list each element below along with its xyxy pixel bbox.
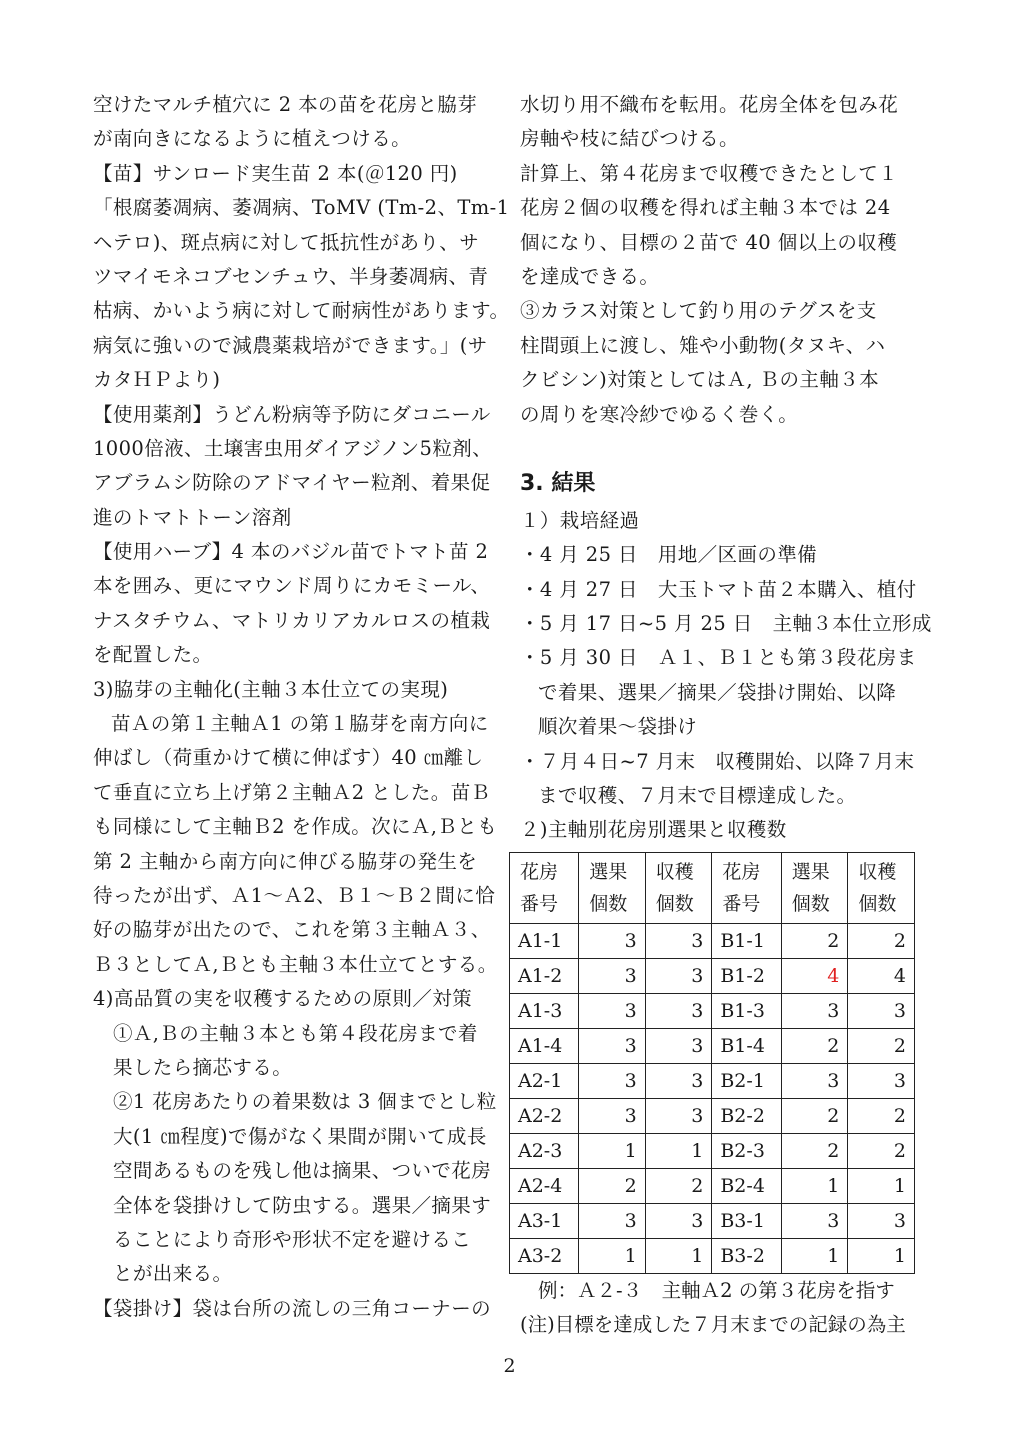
table-cell: A1-4 — [510, 1028, 579, 1063]
text-line: を配置した。 — [93, 643, 213, 667]
text-line: が南向きになるように植えつける。 — [93, 127, 412, 151]
text-line: 【使用ハーブ】4 本のバジル苗でトマト苗 2 — [93, 540, 489, 564]
text-line: 個になり、目標の２苗で 40 個以上の収穫 — [520, 230, 898, 254]
table-cell: 1 — [645, 1133, 712, 1168]
text-line: も同様にして主軸Ｂ2 を作成。次にＡ,Ｂとも — [93, 815, 498, 839]
table-cell: 3 — [781, 993, 848, 1028]
table-cell: 1 — [579, 1133, 646, 1168]
table-cell: 2 — [848, 1028, 915, 1063]
table-header-cell: 選果 個数 — [781, 852, 848, 923]
table-cell: B2-2 — [712, 1098, 781, 1133]
text-line: ・７月４日~7 月末 収穫開始、以降７月末 — [520, 749, 915, 773]
text-line: て垂直に立ち上げ第２主軸Ａ2 とした。苗Ｂ — [93, 780, 491, 804]
table-cell: 2 — [781, 1098, 848, 1133]
table-cell: A1-3 — [510, 993, 579, 1028]
table-cell: 1 — [848, 1168, 915, 1203]
text-line: ②1 花房あたりの着果数は 3 個までとし粒 — [113, 1090, 497, 1114]
table-cell: 3 — [645, 1203, 712, 1238]
table-row — [510, 1238, 915, 1273]
table-cell: 3 — [579, 958, 646, 993]
text-line: 果したら摘芯する。 — [113, 1055, 293, 1079]
text-line: ることにより奇形や形状不定を避けるこ — [113, 1227, 472, 1251]
text-line: 1000倍液、土壌害虫用ダイアジノン5粒剤、 — [93, 436, 493, 460]
table-cell: A2-4 — [510, 1168, 579, 1203]
table-row — [510, 958, 915, 993]
text-line: ③カラス対策として釣り用のテグスを支 — [520, 299, 877, 323]
table-cell: A2-3 — [510, 1133, 579, 1168]
table-cell: 3 — [579, 1028, 646, 1063]
table-cell: B1-3 — [712, 993, 781, 1028]
text-line: 【袋掛け】袋は台所の流しの三角コーナーの — [93, 1296, 492, 1320]
table-row — [510, 923, 915, 958]
table-row — [510, 1168, 915, 1203]
text-line: を達成できる。 — [520, 264, 660, 288]
table-cell: 3 — [645, 958, 712, 993]
table-cell: 3 — [781, 1203, 848, 1238]
table-cell: 1 — [579, 1238, 646, 1273]
text-line: 空けたマルチ植穴に 2 本の苗を花房と脇芽 — [93, 93, 478, 116]
table-cell: 1 — [645, 1238, 712, 1273]
text-line: クビシン)対策としてはＡ, Ｂの主軸３本 — [520, 368, 880, 392]
page-number: 2 — [503, 1355, 516, 1377]
table-cell: B1-4 — [712, 1028, 781, 1063]
table-row — [510, 1063, 915, 1098]
text-line: 水切り用不織布を転用。花房全体を包み花 — [520, 93, 899, 116]
table-cell: B2-3 — [712, 1133, 781, 1168]
text-line: ・4 月 27 日 大玉トマト苗２本購入、植付 — [520, 577, 917, 601]
table-cell: 3 — [645, 1063, 712, 1098]
table-cell: 3 — [579, 1203, 646, 1238]
table-cell: 3 — [579, 1098, 646, 1133]
table-cell: 2 — [781, 923, 848, 958]
text-line: 大(1 ㎝程度)で傷がなく果間が開いて成長 — [113, 1124, 487, 1148]
table-header-cell: 花房 番号 — [510, 852, 579, 923]
table-body — [510, 923, 915, 1273]
table-cell: 2 — [781, 1028, 848, 1063]
table-cell: B3-2 — [712, 1238, 781, 1273]
table-cell: 3 — [781, 1063, 848, 1098]
text-line: で着果、選果／摘果／袋掛け開始、以降 — [538, 680, 897, 704]
text-line: 苗Ａの第１主軸Ａ1 の第１脇芽を南方向に — [111, 712, 489, 736]
table-row — [510, 1098, 915, 1133]
table-cell: B3-1 — [712, 1203, 781, 1238]
table-row — [510, 1203, 915, 1238]
table-cell: 1 — [781, 1168, 848, 1203]
table-cell: 3 — [645, 923, 712, 958]
table-header-cell: 花房 番号 — [712, 852, 781, 923]
table-row — [510, 1028, 915, 1063]
table-cell: 2 — [781, 1133, 848, 1168]
text-line: の周りを寒冷紗でゆるく巻く。 — [520, 402, 799, 426]
subsection-heading: 3)脇芽の主軸化(主軸３本仕立ての実現) — [93, 677, 449, 701]
text-line: ナスタチウム、マトリカリアカルロスの植栽 — [93, 608, 491, 632]
table-cell: 3 — [645, 993, 712, 1028]
table-row — [510, 993, 915, 1028]
table-cell: 2 — [579, 1168, 646, 1203]
text-line: まで収穫、７月末で目標達成した。 — [538, 784, 857, 808]
table-cell: 3 — [848, 993, 915, 1028]
table-title: ２)主軸別花房別選果と収穫数 — [520, 818, 787, 842]
table-row — [510, 1133, 915, 1168]
text-line: 本を囲み、更にマウンド周りにカモミール、 — [93, 574, 491, 598]
table-cell: 2 — [848, 923, 915, 958]
table-cell: 1 — [848, 1238, 915, 1273]
text-line: 房軸や枝に結びつける。 — [520, 127, 739, 151]
text-line: ツマイモネコブセンチュウ、半身萎凋病、青 — [93, 264, 489, 288]
text-line: とが出来る。 — [113, 1262, 233, 1286]
text-line: 順次着果～袋掛け — [538, 715, 698, 739]
table-cell: 4 — [781, 958, 848, 993]
table-cell: A3-2 — [510, 1238, 579, 1273]
text-line: 全体を袋掛けして防虫する。選果／摘果す — [113, 1193, 492, 1217]
text-line: 枯病、かいよう病に対して耐病性があります。 — [93, 299, 510, 323]
table-header-row — [510, 852, 915, 923]
table-note: (注)目標を達成した７月末までの記録の為主 — [520, 1312, 906, 1336]
text-line: ヘテロ)、斑点病に対して抵抗性があり、サ — [93, 230, 480, 254]
text-line: 柱間頭上に渡し、雉や小動物(タヌキ、ハ — [520, 333, 886, 357]
section-heading: 3. 結果 — [520, 470, 596, 496]
table-cell: 3 — [645, 1028, 712, 1063]
table-caption: 例：Ａ２-３ 主軸Ａ2 の第３花房を指す — [538, 1278, 895, 1302]
table-cell: B1-1 — [712, 923, 781, 958]
table-cell: 2 — [848, 1098, 915, 1133]
text-line: 待ったが出ず、Ａ1～Ａ2、Ｂ１～Ｂ２間に恰 — [93, 883, 496, 907]
table-cell: B2-4 — [712, 1168, 781, 1203]
table-cell: 3 — [579, 923, 646, 958]
table-cell: A1-2 — [510, 958, 579, 993]
table-cell: A1-1 — [510, 923, 579, 958]
text-line: 病気に強いので減農薬栽培ができます。」(サ — [93, 333, 488, 357]
text-line: 「根腐萎凋病、萎凋病、ToMV (Tm-2、Tm-1 — [93, 196, 510, 220]
table-cell: 1 — [781, 1238, 848, 1273]
text-line: ①Ａ,Ｂの主軸３本とも第４段花房まで着 — [113, 1021, 478, 1045]
table-cell: B1-2 — [712, 958, 781, 993]
subsection-heading: 4)高品質の実を収穫するための原則／対策 — [93, 987, 473, 1011]
table-cell: B2-1 — [712, 1063, 781, 1098]
table-cell: A2-1 — [510, 1063, 579, 1098]
text-line: １）栽培経過 — [520, 508, 640, 532]
text-line: カタＨＰより) — [93, 368, 221, 392]
text-line: ・5 月 30 日 Ａ１、Ｂ１とも第３段花房ま — [520, 646, 917, 670]
text-line: 第 2 主軸から南方向に伸びる脇芽の発生を — [93, 849, 478, 873]
table-cell: 3 — [848, 1063, 915, 1098]
text-line: 計算上、第４花房まで収穫できたとして１ — [520, 161, 899, 185]
table-header-cell: 収穫 個数 — [848, 852, 915, 923]
table-header-cell: 収穫 個数 — [645, 852, 712, 923]
table-cell: 2 — [645, 1168, 712, 1203]
table-cell: 3 — [579, 993, 646, 1028]
text-line: Ｂ３としてＡ,Ｂとも主軸３本仕立てとする。 — [93, 952, 498, 976]
left-column — [93, 88, 510, 1326]
text-line: 空間あるものを残し他は摘果、ついで花房 — [113, 1159, 492, 1183]
table-cell: 3 — [645, 1098, 712, 1133]
table-cell: A2-2 — [510, 1098, 579, 1133]
text-line: 【苗】サンロード実生苗 2 本(＠120 円) — [93, 161, 458, 185]
text-line: 【使用薬剤】うどん粉病等予防にダコニール — [93, 402, 491, 426]
table-cell: 3 — [579, 1063, 646, 1098]
table-cell: 2 — [848, 1133, 915, 1168]
harvest-table — [509, 852, 915, 1274]
table-header-cell: 選果 個数 — [579, 852, 646, 923]
text-line: ・5 月 17 日~5 月 25 日 主軸３本仕立形成 — [520, 612, 932, 636]
right-column — [518, 88, 932, 1342]
text-line: 好の脇芽が出たので、これを第３主軸Ａ３、 — [93, 918, 491, 942]
text-line: 伸ばし（荷重かけて横に伸ばす）40 ㎝離し — [93, 746, 484, 770]
text-line: ・4 月 25 日 用地／区画の準備 — [520, 543, 818, 567]
table-cell: 4 — [848, 958, 915, 993]
table-cell: 3 — [848, 1203, 915, 1238]
text-line: 花房２個の収穫を得れば主軸３本では 24 — [520, 196, 891, 220]
table-cell: A3-1 — [510, 1203, 579, 1238]
text-line: 進のトマトトーン溶剤 — [93, 505, 292, 529]
text-line: アブラムシ防除のアドマイヤー粒剤、着果促 — [93, 471, 491, 495]
